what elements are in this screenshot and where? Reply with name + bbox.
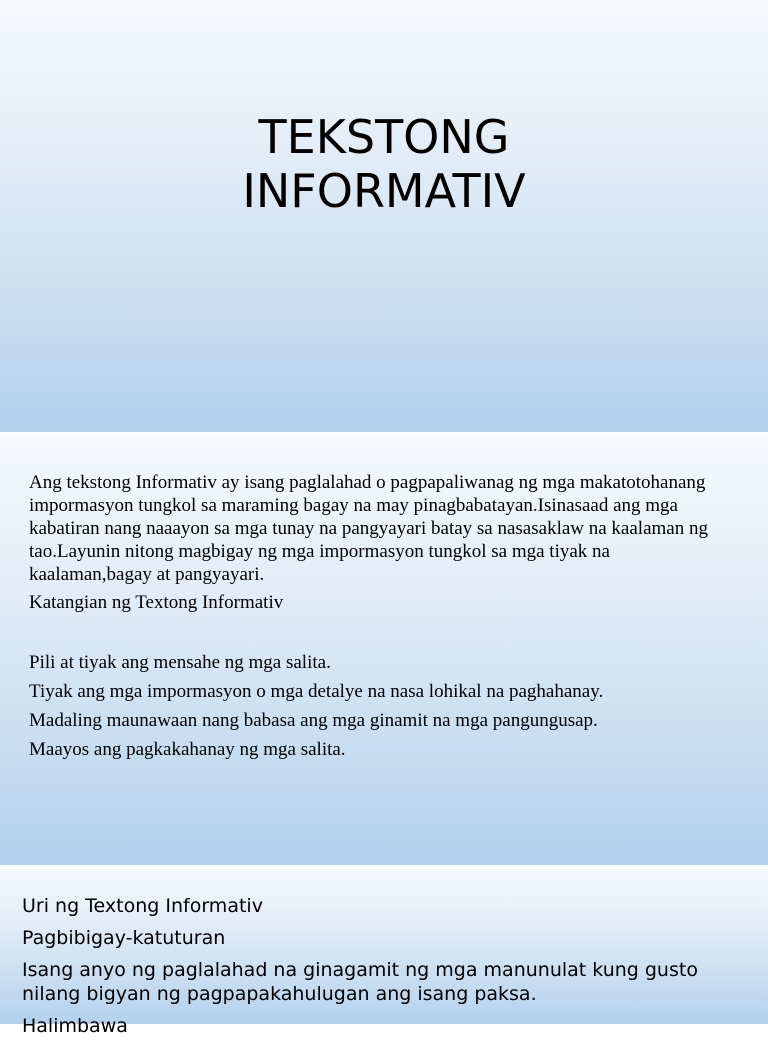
types-heading: Uri ng Textong Informativ (22, 895, 263, 917)
slide-types-body (22, 894, 722, 1046)
types-subheading: Pagbibigay-katuturan (22, 927, 226, 949)
slide-types (0, 866, 768, 1037)
slide-title-text (0, 110, 768, 218)
slide-title (0, 0, 768, 432)
slide-definition (0, 433, 768, 865)
title-line-1: TEKSTONG (258, 110, 510, 164)
characteristics-heading: Katangian ng Textong Informativ (29, 592, 284, 613)
characteristic-item: Madaling maunawaan nang babasa ang mga ginamit na mga pangungusap. (29, 710, 598, 731)
characteristic-item: Tiyak ang mga impormasyon o mga detalye na nasa lohikal na paghahanay. (29, 681, 604, 702)
title-line-2: INFORMATIV (242, 164, 526, 218)
characteristic-item: Pili at tiyak ang mensahe ng mga salita. (29, 652, 331, 673)
characteristic-item: Maayos ang pagkakahanay ng mga salita. (29, 739, 346, 760)
slide-definition-body (29, 471, 709, 767)
definition-paragraph: Ang tekstong Informativ ay isang paglalahad o pagpapaliwanag ng mga makatotohanang impormasyon tungkol sa maraming bagay na may pinagbabatayan.Isinasaad ang mga kabatiran nang naaayon sa mga tunay na pangyayari batay sa nasasaklaw na kaalaman ng tao.Layunin nitong magbigay ng mga impormasyon tungkol sa mga tiyak na kaalaman,bagay at pangyayari. (29, 472, 708, 585)
types-paragraph: Isang anyo ng paglalahad na ginagamit ng mga manunulat kung gusto nilang bigyan ng pagpapakahulugan ang isang paksa. (22, 959, 698, 1005)
example-label: Halimbawa (22, 1015, 128, 1037)
